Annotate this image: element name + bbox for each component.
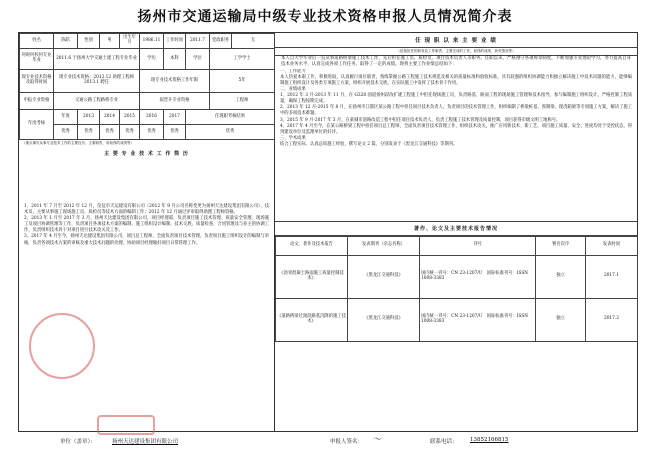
label-edu: 学历 (140, 49, 164, 70)
year-2016: 2016 (140, 110, 164, 125)
phone-label: 联系电话： (430, 439, 458, 445)
papers-col-title: 论文、著作及技术报告 (276, 236, 348, 255)
paper-title: 《道路桥梁过渡段路基沉降的施工技术》 (276, 298, 348, 341)
label-degree: 学位 (186, 49, 210, 70)
label-worktime: 工作时间 (164, 34, 186, 49)
year-2015: 2015 (120, 110, 140, 125)
achievement-subtitle: （包括担任的职务及工作职责、主要完成的工作、取得的成绩、获奖情况等） (275, 48, 637, 56)
career-heading: 主 要 专 业 技 术 工 作 简 历 (104, 151, 189, 157)
right-panel (275, 33, 637, 431)
paper-date: 2017.2 (586, 298, 638, 341)
label-apply: 申报专业资格 (20, 93, 54, 110)
table-row (276, 255, 638, 298)
grade-0: 优秀 (54, 125, 78, 140)
value-current-qual-hire: 2013.1 聘任 (84, 80, 109, 85)
paper-order: 独立 (536, 255, 586, 298)
paper-date: 2017.1 (586, 255, 638, 298)
value-current-qual-text: 现专业技术资格：2012.12 助理工程师 (59, 75, 134, 81)
note-text: （重点填写从事专业技术工作的主要经历、主要职责、所取得的成绩等） (22, 141, 134, 145)
info-row (20, 70, 275, 93)
papers-table (275, 236, 638, 342)
year-2017: 2017 (164, 110, 186, 125)
value-birth: 1986.11 (140, 34, 164, 49)
label-name: 姓名 (20, 34, 54, 49)
grade-overall: 优秀 (186, 125, 275, 140)
achievement-text: 一、工作能力 本人热爱本职工作，积极进取，认真履行岗位职责，熟练掌握公路工程施工技术规范及相关的质量标准和验收标准，具有较强的组织协调能力和独立解决施工中技术问题的能力，能够编制施工组织设计及各类专项施工方案，组织开展技术交底，在实际施工中发挥了技术骨干作用。 二、业绩成果 1、2012 年 3 月-2013 年 11 月，在 G328 国道扬州段改扩建工程施工中担任现场施工员，负责路基、路面工程的现场施工管理和技术指导，参与编制施工组织设计，严格控制工程质量，确保工程按期完成。 2、2013 年 12 月-2015 年 8 月，在扬州市江都区某公路工程中担任项目技术负责人，负责项目的技术管理工作，组织编制了桥梁桩基、预制梁、现浇箱梁等专项施工方案，解决了施工中的多项技术难题。 3、2015 年 9 月-2017 年 3 月，在某城市道路改造工程中担任项目技术负责人，负责工程施工技术管理及质量控制，项目获得市级文明工地称号。 4、2017 年 4 月至今，在某公路桥梁工程中担任项目总工程师，全面负责项目技术管理工作，组织技术攻关，推广应用新技术、新工艺，项目施工质量、安全、进度均处于受控状态，得到建设单位及监理单位的好评。 三、学术成果 结合工程实际，认真总结施工经验，撰写论文 2 篇，分别发表于《黑龙江交通科技》等期刊。 (280, 68, 632, 147)
signer-label: 申报人签名： (330, 439, 364, 445)
grade-2017: 优秀 (164, 125, 186, 140)
value-post: 无 (232, 34, 275, 49)
paper-journal: 《黑龙江交通科技》 (348, 255, 420, 298)
stamp-mark (97, 415, 155, 435)
value-edu: 本科 (164, 49, 186, 70)
table-row (276, 298, 638, 341)
label-post: 党政职务 (210, 34, 232, 49)
papers-col-issn: 刊号 (420, 236, 536, 255)
paper-issn: 国内统一刊号：CN 23-1207/U 国际标准刊号：ISSN 1008-3383 (420, 255, 536, 298)
label-gender: 性别 (78, 34, 100, 49)
label-grad: 何时何校何专业毕业 (20, 49, 54, 70)
year-2013: 2013 (78, 110, 100, 125)
page-title: 扬州市交通运输局中级专业技术资格申报人员情况简介表 (137, 9, 513, 25)
left-panel (19, 33, 275, 431)
unit-value: 扬州天达建设集团有限公司 (112, 439, 179, 445)
papers-col-journal: 发表期刊（杂志名称） (348, 236, 420, 255)
grade-2016: 优秀 (140, 125, 164, 140)
grade-2015: 优秀 (120, 125, 140, 140)
info-row (20, 93, 275, 110)
career-text: 1、2011 年 7 月至 2012 年 12 月，仪征市天运建设有限公司（2012 年 9 月公司名称变更为扬州天达建设集团有限公司），技术员，主要从事施工现场施工员、质检员等技术方面的编制工作；2012 年 12 月通过评审取得助理工程师资格。 2、2013 年 1 月至 2017 年 3 月，扬州天达建设集团有限公司，项目经理部，负责项目施工技术管理、质量安全管理、现场施工及项目协调管理等工作，负责项目各项技术方案的编制、施工组织设计编制、技术交底、质量检查、合同管理及与业主的协调工作，负责组织技术骨干对项目进行技术攻关及工作。 3、2017 年 4 月至今，扬州天达建设集团有限公司，项目总工程师，全面负责项目技术管理，负责项目施工组织设计的编制与审核，负责各项技术方案的审核及重大技术问题的处理，协助项目经理做好项目日常管理工作。 (24, 204, 269, 246)
unit-label: 单位（盖章）： (60, 439, 96, 445)
info-row (20, 49, 275, 70)
phone-value: 13852166815 (470, 437, 509, 443)
papers-header-row (276, 236, 638, 255)
info-row (20, 34, 275, 49)
paper-title: 《沥青混凝土路面施工质量控制技术》 (276, 255, 348, 298)
papers-col-date: 发表时间 (586, 236, 638, 255)
form-frame (18, 32, 638, 432)
info-table (19, 33, 275, 140)
value-name: 陈皓 (54, 34, 78, 49)
grade-2014: 优秀 (100, 125, 120, 140)
intro-text: 本人自大学毕业后一直从事道路桥梁施工技术工作，先后担任施工员、质检员、项目技术负责人等职务。任职以来，严格遵守各项规章制度，不断加强专业理论学习，努力提高自身技术业务水平，认真完成各项工作任务，取得了一定的成绩。现将主要工作业绩总结如下： (281, 56, 631, 68)
value-qual-years: 5年 (210, 70, 275, 93)
value-degree: 工学学士 (210, 49, 275, 70)
value-gender: 男 (100, 34, 120, 49)
paper-issn: 国内统一刊号：CN 23-1207/U 国际标准刊号：ISSN 1008-3383 (420, 298, 536, 341)
year-2014: 2014 (100, 110, 120, 125)
info-row (20, 125, 275, 140)
papers-heading: 著作、论文及主要技术报告情况 (275, 221, 637, 236)
label-year: 年度 (54, 110, 78, 125)
label-qual-years: 现专业技术资格工作年限 (140, 70, 210, 93)
info-row (20, 110, 275, 125)
value-worktime: 2011.7 (186, 34, 210, 49)
achievement-heading: 任 现 职 以 来 主 要 业 绩 (275, 33, 637, 48)
label-annual: 年度考核 (20, 110, 54, 140)
value-promote: 工程师 (210, 93, 275, 110)
company-seal (29, 313, 95, 379)
value-current-qual (54, 70, 140, 93)
label-current-qual: 现专业技术资格及取得时间 (20, 70, 54, 93)
paper-order: 独立 (536, 298, 586, 341)
value-apply: 交通公路工程路桥专业 (54, 93, 140, 110)
papers-col-order: 署名次序 (536, 236, 586, 255)
signature: 〜 (372, 435, 382, 445)
label-birth: 出生年月 (120, 34, 140, 49)
label-overall: 任现职考核结果 (186, 110, 275, 125)
paper-journal: 《黑龙江交通科技》 (348, 298, 420, 341)
grade-2013: 优秀 (78, 125, 100, 140)
label-promote: 拟晋升专业资格 (140, 93, 210, 110)
value-grad: 2011.6 于扬州大学交通土建工程专业毕业 (54, 49, 140, 70)
